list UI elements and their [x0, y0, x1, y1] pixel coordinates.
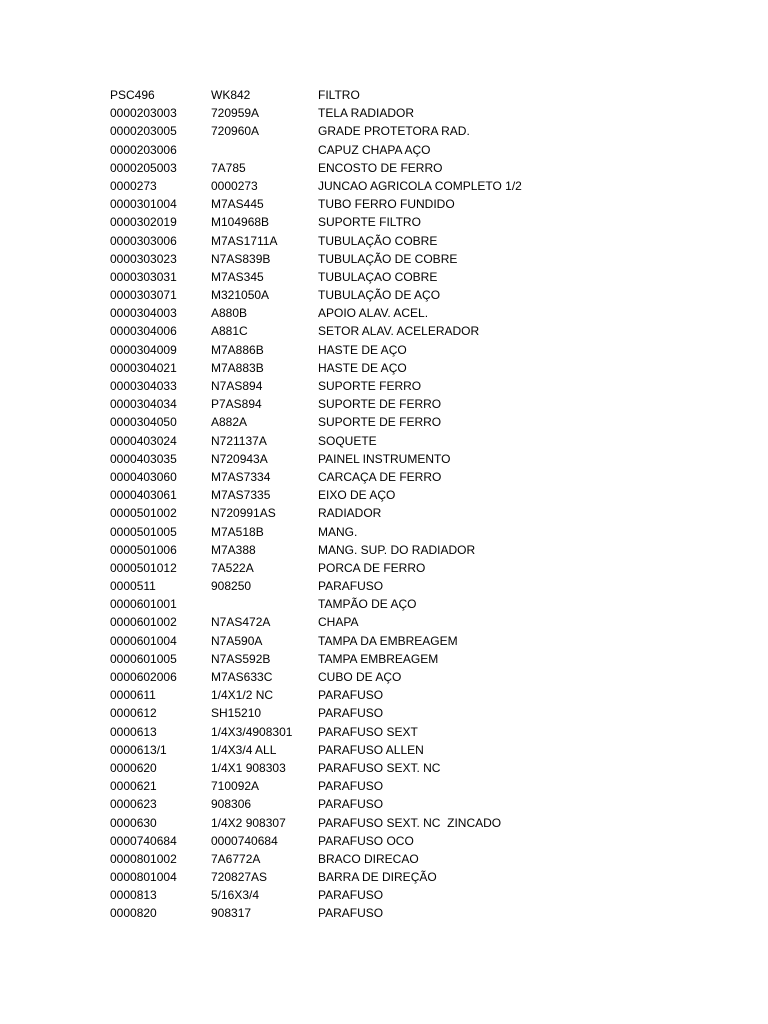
- description-cell: TUBULAÇÃO DE AÇO: [318, 288, 441, 303]
- reference-cell: 908250: [211, 579, 252, 594]
- description-cell: PARAFUSO: [318, 779, 384, 794]
- table-row: [110, 504, 750, 522]
- reference-cell: 720960A: [211, 124, 260, 139]
- reference-cell: A881C: [211, 324, 248, 339]
- table-row: [110, 777, 750, 795]
- part-code-cell: 0000303071: [110, 288, 177, 303]
- description-cell: TUBULAÇAO COBRE: [318, 269, 438, 284]
- reference-cell: 1/4X1/2 NC: [211, 688, 274, 703]
- reference-cell: M7AS7335: [211, 488, 271, 503]
- parts-list: [110, 86, 750, 923]
- reference-cell: 0000740684: [211, 833, 278, 848]
- reference-cell: P7AS894: [211, 397, 262, 412]
- reference-cell: M104968B: [211, 215, 270, 230]
- reference-cell: 710092A: [211, 779, 260, 794]
- part-code-cell: 0000303031: [110, 269, 177, 284]
- description-cell: TUBULAÇÃO COBRE: [318, 233, 438, 248]
- table-row: [110, 177, 750, 195]
- table-row: [110, 395, 750, 413]
- part-code-cell: 0000612: [110, 706, 157, 721]
- reference-cell: N7AS839B: [211, 251, 271, 266]
- reference-cell: 720959A: [211, 106, 260, 121]
- reference-cell: N720991AS: [211, 506, 276, 521]
- reference-cell: A882A: [211, 415, 248, 430]
- part-code-cell: 0000801002: [110, 851, 177, 866]
- part-code-cell: 0000501006: [110, 542, 177, 557]
- description-cell: SOQUETE: [318, 433, 377, 448]
- table-row: [110, 632, 750, 650]
- reference-cell: M7AS633C: [211, 670, 273, 684]
- part-code-cell: 0000601005: [110, 651, 177, 666]
- part-code-cell: 0000621: [110, 779, 157, 794]
- table-row: [110, 377, 750, 395]
- reference-cell: N721137A: [211, 433, 267, 448]
- part-code-cell: 0000273: [110, 178, 157, 193]
- table-row: [110, 486, 750, 504]
- description-cell: TUBO FERRO FUNDIDO: [318, 197, 455, 212]
- part-code-cell: 0000601001: [110, 597, 177, 612]
- description-cell: PARAFUSO: [318, 888, 384, 903]
- reference-cell: M7AS345: [211, 269, 264, 284]
- part-code-cell: 0000304003: [110, 306, 177, 321]
- reference-cell: M7AS7334: [211, 469, 271, 484]
- table-row: [110, 613, 750, 631]
- table-row: [110, 541, 750, 559]
- description-cell: APOIO ALAV. ACEL.: [318, 306, 429, 321]
- part-code-cell: 0000403061: [110, 488, 177, 503]
- description-cell: FILTRO: [318, 88, 360, 102]
- table-row: [110, 268, 750, 286]
- description-cell: PARAFUSO SEXT. NC ZINCADO: [318, 815, 502, 830]
- table-row: [110, 286, 750, 304]
- reference-cell: M7A518B: [211, 524, 264, 539]
- table-row: [110, 577, 750, 595]
- table-row: [110, 341, 750, 359]
- part-code-cell: 0000501012: [110, 560, 177, 575]
- description-cell: CHAPA: [318, 615, 359, 630]
- reference-cell: SH15210: [211, 706, 262, 721]
- table-row: [110, 468, 750, 486]
- table-row: [110, 86, 750, 104]
- table-row: [110, 413, 750, 431]
- table-row: [110, 232, 750, 250]
- description-cell: PARAFUSO OCO: [318, 833, 414, 848]
- part-code-cell: 0000203006: [110, 142, 177, 157]
- reference-cell: 1/4X3/4908301: [211, 724, 293, 739]
- table-row: [110, 886, 750, 904]
- part-code-cell: 0000304050: [110, 415, 177, 430]
- reference-cell: M7A886B: [211, 342, 264, 357]
- table-row: [110, 359, 750, 377]
- table-row: [110, 832, 750, 850]
- part-code-cell: 0000304034: [110, 397, 177, 412]
- reference-cell: M7A883B: [211, 360, 264, 375]
- reference-cell: M7AS1711A: [211, 233, 278, 248]
- table-row: [110, 904, 750, 922]
- description-cell: PARAFUSO SEXT: [318, 724, 418, 739]
- reference-cell: M7AS445: [211, 197, 264, 212]
- description-cell: PARAFUSO: [318, 579, 384, 594]
- description-cell: JUNCAO AGRICOLA COMPLETO 1/2: [318, 178, 522, 193]
- description-cell: HASTE DE AÇO: [318, 342, 407, 357]
- part-code-cell: 0000601002: [110, 615, 177, 630]
- table-row: [110, 250, 750, 268]
- reference-cell: 1/4X3/4 ALL: [211, 742, 277, 757]
- description-cell: MANG. SUP. DO RADIADOR: [318, 542, 476, 557]
- description-cell: SETOR ALAV. ACELERADOR: [318, 324, 480, 339]
- reference-cell: WK842: [211, 88, 251, 102]
- reference-cell: N7AS472A: [211, 615, 271, 630]
- part-code-cell: 0000511: [110, 579, 156, 594]
- part-code-cell: 0000630: [110, 815, 157, 830]
- part-code-cell: 0000501002: [110, 506, 177, 521]
- part-code-cell: 0000303023: [110, 251, 177, 266]
- part-code-cell: 0000303006: [110, 233, 177, 248]
- part-code-cell: 0000611: [110, 688, 156, 703]
- part-code-cell: 0000403024: [110, 433, 177, 448]
- description-cell: TAMPA DA EMBREAGEM: [318, 633, 458, 648]
- description-cell: PORCA DE FERRO: [318, 560, 426, 575]
- part-code-cell: 0000501005: [110, 524, 177, 539]
- table-row: [110, 432, 750, 450]
- description-cell: CAPUZ CHAPA AÇO: [318, 142, 431, 157]
- part-code-cell: 0000304033: [110, 379, 177, 393]
- description-cell: TELA RADIADOR: [318, 106, 415, 121]
- description-cell: TAMPA EMBREAGEM: [318, 651, 439, 666]
- reference-cell: 1/4X2 908307: [211, 815, 286, 830]
- table-row: [110, 650, 750, 668]
- part-code-cell: 0000301004: [110, 197, 177, 212]
- table-row: [110, 304, 750, 322]
- reference-cell: N720943A: [211, 451, 268, 466]
- table-row: [110, 450, 750, 468]
- part-code-cell: PSC496: [110, 88, 155, 102]
- reference-cell: 7A6772A: [211, 851, 261, 866]
- description-cell: ENCOSTO DE FERRO: [318, 160, 443, 175]
- description-cell: PAINEL INSTRUMENTO: [318, 451, 451, 466]
- part-code-cell: 0000820: [110, 906, 157, 921]
- table-row: [110, 322, 750, 340]
- reference-cell: N7AS592B: [211, 651, 271, 666]
- description-cell: BARRA DE DIREÇÃO: [318, 870, 437, 885]
- table-row: [110, 850, 750, 868]
- part-code-cell: 0000620: [110, 760, 157, 775]
- reference-cell: N7A590A: [211, 633, 263, 648]
- table-row: [110, 723, 750, 741]
- table-row: [110, 686, 750, 704]
- table-row: [110, 104, 750, 122]
- reference-cell: 720827AS: [211, 870, 268, 885]
- reference-cell: 908306: [211, 797, 252, 812]
- reference-cell: 7A785: [211, 160, 246, 175]
- description-cell: RADIADOR: [318, 506, 382, 521]
- description-cell: SUPORTE DE FERRO: [318, 415, 442, 430]
- table-row: [110, 704, 750, 722]
- description-cell: SUPORTE DE FERRO: [318, 397, 442, 412]
- description-cell: BRACO DIRECAO: [318, 851, 419, 866]
- description-cell: PARAFUSO: [318, 906, 384, 921]
- part-code-cell: 0000403035: [110, 451, 177, 466]
- part-code-cell: 0000304006: [110, 324, 177, 339]
- table-row: [110, 668, 750, 686]
- part-code-cell: 0000302019: [110, 215, 177, 230]
- table-row: [110, 559, 750, 577]
- table-row: [110, 759, 750, 777]
- table-row: [110, 159, 750, 177]
- reference-cell: 1/4X1 908303: [211, 760, 286, 775]
- part-code-cell: 0000613/1: [110, 742, 167, 757]
- part-code-cell: 0000613: [110, 724, 157, 739]
- table-row: [110, 595, 750, 613]
- description-cell: TUBULAÇÃO DE COBRE: [318, 251, 458, 266]
- reference-cell: N7AS894: [211, 379, 263, 393]
- reference-cell: 7A522A: [211, 560, 254, 575]
- description-cell: CUBO DE AÇO: [318, 670, 402, 684]
- part-code-cell: 0000740684: [110, 833, 177, 848]
- description-cell: PARAFUSO: [318, 706, 384, 721]
- table-row: [110, 741, 750, 759]
- part-code-cell: 0000304009: [110, 342, 177, 357]
- description-cell: SUPORTE FILTRO: [318, 215, 421, 230]
- table-row: [110, 523, 750, 541]
- description-cell: CARCAÇA DE FERRO: [318, 469, 442, 484]
- reference-cell: A880B: [211, 306, 248, 321]
- table-row: [110, 195, 750, 213]
- reference-cell: M321050A: [211, 288, 270, 303]
- part-code-cell: 0000623: [110, 797, 157, 812]
- reference-cell: 0000273: [211, 178, 258, 193]
- table-row: [110, 814, 750, 832]
- description-cell: SUPORTE FERRO: [318, 379, 422, 393]
- description-cell: HASTE DE AÇO: [318, 360, 407, 375]
- description-cell: GRADE PROTETORA RAD.: [318, 124, 470, 139]
- description-cell: PARAFUSO ALLEN: [318, 742, 424, 757]
- part-code-cell: 0000304021: [110, 360, 177, 375]
- table-row: [110, 795, 750, 813]
- description-cell: MANG.: [318, 524, 358, 539]
- part-code-cell: 0000813: [110, 888, 157, 903]
- part-code-cell: 0000403060: [110, 469, 177, 484]
- part-code-cell: 0000203003: [110, 106, 177, 121]
- part-code-cell: 0000602006: [110, 670, 177, 684]
- table-row: [110, 141, 750, 159]
- part-code-cell: 0000801004: [110, 870, 177, 885]
- description-cell: PARAFUSO: [318, 688, 384, 703]
- description-cell: PARAFUSO: [318, 797, 384, 812]
- reference-cell: M7A388: [211, 542, 256, 557]
- part-code-cell: 0000601004: [110, 633, 177, 648]
- part-code-cell: 0000205003: [110, 160, 177, 175]
- description-cell: PARAFUSO SEXT. NC: [318, 760, 441, 775]
- description-cell: EIXO DE AÇO: [318, 488, 396, 503]
- description-cell: TAMPÃO DE AÇO: [318, 597, 417, 612]
- table-row: [110, 868, 750, 886]
- part-code-cell: 0000203005: [110, 124, 177, 139]
- table-row: [110, 122, 750, 140]
- reference-cell: 5/16X3/4: [211, 888, 260, 903]
- reference-cell: 908317: [211, 906, 252, 921]
- table-row: [110, 213, 750, 231]
